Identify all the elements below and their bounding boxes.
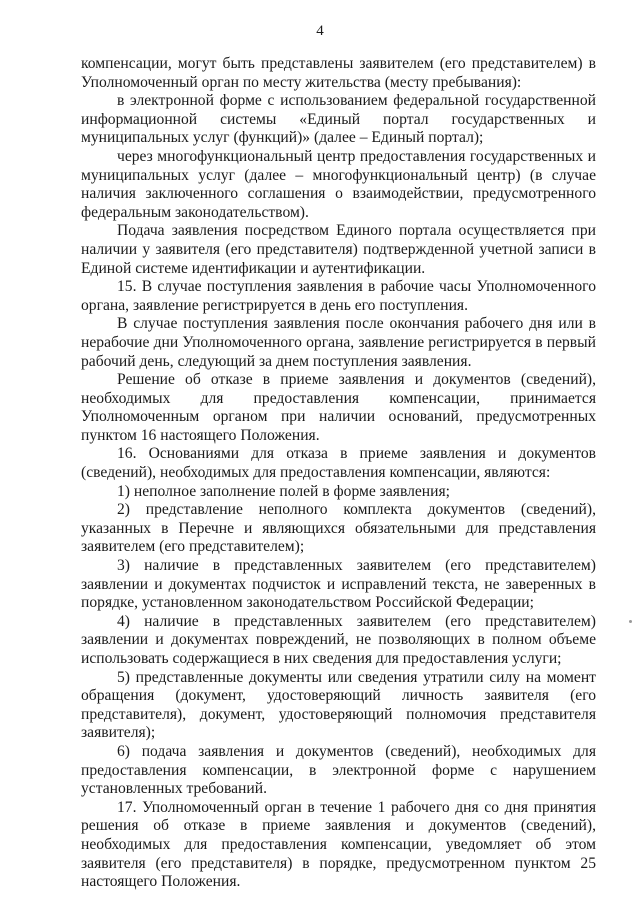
page-number: 4	[316, 23, 324, 39]
document-body	[81, 55, 596, 892]
list-item-1: 1) неполное заполнение полей в форме заявления;	[117, 482, 450, 500]
paragraph-mfc: через многофункциональный центр предоставления государственных и муниципальных услуг (далее – многофункциональный центр) (в случае наличия заключенного соглашения о взаимодействии, предусмотренного федеральным законодательством).	[81, 147, 596, 221]
list-item-6: 6) подача заявления и документов (сведений), необходимых для предоставления компенсации, в электронной форме с нарушением установленных требований.	[81, 742, 596, 798]
list-item-2: 2) представление неполного комплекта документов (сведений), указанных в Перечне и являющихся обязательными для представления заявителем (его представителем);	[81, 501, 596, 556]
paragraph-after-hours: В случае поступления заявления после окончания рабочего дня или в нерабочие дни Уполномоченного органа, заявление регистрируется в первый рабочий день, следующий за днем поступления заявления.	[81, 315, 596, 370]
scan-speck	[629, 620, 632, 623]
paragraph-15: 15. В случае поступления заявления в рабочие часы Уполномоченного органа, заявление регистрируется в день его поступления.	[81, 278, 596, 314]
paragraph-electronic-form: в электронной форме с использованием федеральной государственной информационной системы «Единый портал государственных и муниципальных услуг (функций)» (далее – Единый портал);	[81, 92, 596, 147]
list-item-5: 5) представленные документы или сведения утратили силу на момент обращения (документ, удостоверяющий личность заявителя (его представителя), документ, удостоверяющий полномочия представителя заявителя);	[81, 668, 596, 742]
paragraph-16: 16. Основаниями для отказа в приеме заявления и документов (сведений), необходимых для предоставления компенсации, являются:	[81, 445, 596, 482]
list-item-4: 4) наличие в представленных заявителем (его представителем) заявлении и документах повреждений, не позволяющих в полном объеме использовать содержащиеся в них сведения для предоставления услуги;	[81, 612, 596, 667]
paragraph-continuation: компенсации, могут быть представлены заявителем (его представителем) в Уполномоченный орган по месту жительства (месту пребывания):	[81, 55, 596, 91]
list-item-3: 3) наличие в представленных заявителем (его представителем) заявлении и документах подчисток и исправлений текста, не заверенных в порядке, установленном законодательством Российской Федерации;	[81, 557, 596, 612]
paragraph-refusal-decision: Решение об отказе в приеме заявления и документов (сведений), необходимых для предоставления компенсации, принимается Уполномоченным органом при наличии оснований, предусмотренных пунктом 16 настоящего Положения.	[81, 371, 596, 444]
paragraph-17: 17. Уполномоченный орган в течение 1 рабочего дня со дня принятия решения об отказе в приеме заявления и документов (сведений), необходимых для предоставления компенсации, уведомляет об этом заявителя (его представителя) в порядке, предусмотренном пунктом 25 настоящего Положения.	[81, 798, 596, 891]
paragraph-portal-submission: Подача заявления посредством Единого портала осуществляется при наличии у заявителя (его представителя) подтвержденной учетной записи в Единой системе идентификации и аутентификации.	[81, 222, 596, 277]
